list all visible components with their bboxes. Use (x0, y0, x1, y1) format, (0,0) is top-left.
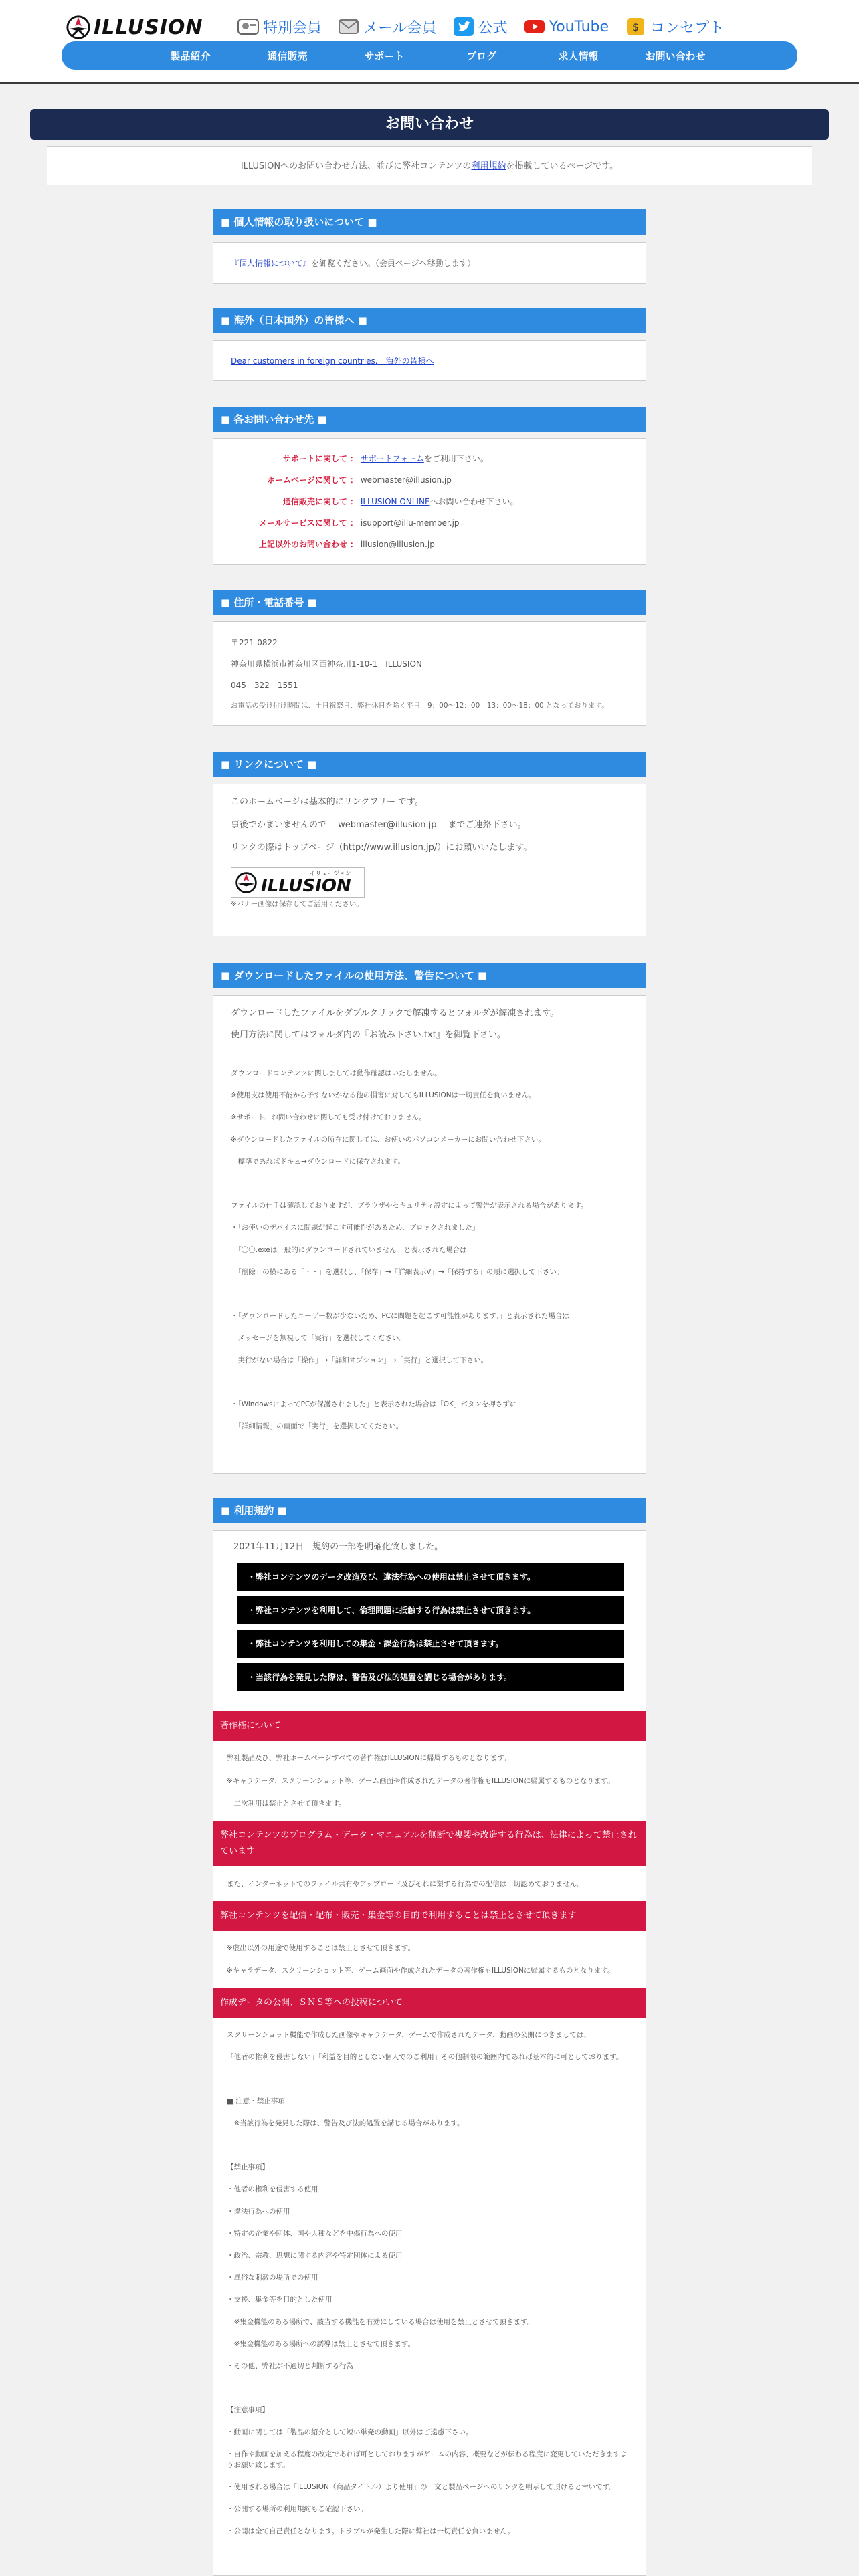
postal-code: 〒221-0822 (231, 638, 278, 647)
text-line: ■ 注意・禁止事項 (227, 2097, 285, 2105)
no-copy-text (227, 1879, 632, 1889)
text-line: ・公開は全て自己責任となります。トラブルが発生した際に弊社は一切責任を負いません。 (227, 2527, 514, 2535)
mail-icon (338, 17, 359, 37)
youtube-link[interactable] (524, 17, 609, 37)
text-line (227, 2140, 632, 2151)
text-line: ※キャラデータ、スクリーンショット等、ゲーム画面や作成されたデータの著作権もILLUSIONに帰属するものとなります。 (227, 1777, 615, 1785)
text-line: ※サポート、お問い合わせに関しても受け付けておりません。 (231, 1113, 426, 1121)
contact-heading: ■ 各お問い合わせ先 ■ (213, 407, 646, 432)
text-line: ※当該行為を発見した際は、警告及び法的処置を講じる場合があります。 (227, 2119, 464, 2127)
special-member-label: 特別会員 (263, 19, 322, 37)
privacy-heading: ■ 個人情報の取り扱いについて ■ (213, 209, 646, 235)
youtube-icon (524, 17, 545, 37)
intro-box (47, 146, 812, 185)
address-heading: ■ 住所・電話番号 ■ (213, 590, 646, 615)
twitter-link[interactable] (453, 17, 508, 37)
terms-date: 2021年11月12日 規約の一部を明確化致しました。 (233, 1542, 444, 1552)
text-line: ・政治、宗教、思想に関する内容や特定団体による使用 (227, 2252, 403, 2260)
text-line: ・他者の権利を侵害する使用 (227, 2185, 318, 2193)
no-copy-heading: 弊社コンテンツのプログラム・データ・マニュアルを無断で複製や改造する行為は、法律によって禁止されています (213, 1821, 646, 1866)
terms-heading: ■ 利用規約 ■ (213, 1498, 646, 1523)
header-links (237, 15, 740, 39)
contact-value: webmaster@illusion.jp (360, 475, 452, 485)
text-line: 【禁止事項】 (227, 2163, 269, 2171)
nav-contact[interactable]: お問い合わせ (645, 49, 706, 62)
nav-products[interactable]: 製品紹介 (170, 49, 211, 62)
text-line: ・「WindowsによってPCが保護されました」と表示された場合は「OK」ボタンを押さずに (231, 1400, 517, 1408)
text-line: ※ダウンロードしたファイルの所在に関しては、お使いのパソコンメーカーにお問い合わせ下さい。 (231, 1136, 545, 1144)
terms-rule: ・弊社コンテンツを利用しての集金・課金行為は禁止させて頂きます。 (235, 1630, 624, 1658)
copyright-text (227, 1753, 632, 1809)
text-line: ※キャラデータ、スクリーンショット等、ゲーム画面や作成されたデータの著作権もILLUSIONに帰属するものとなります。 (227, 1967, 615, 1975)
download-p2: 使用方法に関してはフォルダ内の『お読み下さい.txt』を御覧下さい。 (231, 1030, 506, 1040)
text-line: 「他者の権利を侵害しない」「利益を目的としない個人でのご利用」その他制限の範囲内であれば基本的に可としております。 (227, 2053, 624, 2061)
terms-rule: ・当該行為を発見した際は、警告及び法的処置を講じる場合があります。 (235, 1663, 624, 1691)
contact-row-web (231, 474, 628, 486)
support-form-link[interactable]: サポートフォーム (360, 454, 424, 463)
phone-number: 045－322－1551 (231, 681, 298, 690)
member-card-icon (237, 17, 259, 37)
banner-note: ※バナー画像は保存してご活用ください。 (231, 900, 363, 908)
overseas-heading: ■ 海外（日本国外）の皆様へ ■ (213, 308, 646, 333)
text-line: ・風俗な刺激の場所での使用 (227, 2274, 318, 2282)
download-heading: ■ ダウンロードしたファイルの使用方法、警告について ■ (213, 963, 646, 988)
contact-box (213, 438, 646, 565)
terms-link[interactable]: 利用規約 (471, 161, 506, 171)
text-line: 弊社製品及び、弊社ホームページすべての著作権はILLUSIONに帰属するものとなります。 (227, 1754, 511, 1762)
text-line (231, 1289, 628, 1299)
banner-text: ILLUSION (261, 875, 351, 896)
nav-jobs[interactable]: 求人情報 (558, 49, 599, 62)
download-p1: ダウンロードしたファイルをダブルクリックで解凍するとフォルダが解凍されます。 (231, 1008, 559, 1018)
text-line: ・自作や動画を加える程度の改定であれば可としておりますがゲームの内容、概要などが伝わる程度に変更していただきますようお願い致します。 (227, 2450, 628, 2469)
contact-value: をご利用下さい。 (423, 454, 488, 463)
nav-mail-order[interactable]: 通信販売 (267, 49, 308, 62)
concept-link[interactable] (625, 17, 724, 37)
logo-mark-icon (66, 15, 91, 40)
link-heading: ■ リンクについて ■ (213, 752, 646, 777)
text-line (227, 2074, 632, 2084)
text-line: ・動画に関しては「製品の紹介として短い単発の動画」以外はご遠慮下さい。 (227, 2428, 473, 2436)
contact-row-support (231, 453, 628, 465)
text-line: ・違法行為への使用 (227, 2208, 290, 2216)
text-line: ※集金機能のある場所への誘導は禁止とさせて頂きます。 (227, 2340, 415, 2348)
overseas-box (213, 340, 646, 381)
concept-label: コンセプト (650, 19, 725, 37)
text-line: ・特定の企業や団体、国や人種などを中傷行為への使用 (227, 2230, 403, 2238)
text-line: 標準であればドキュ→ダウンロードに保存されます。 (231, 1158, 405, 1166)
text-line: ・その他、弊社が不適切と判断する行為 (227, 2362, 353, 2370)
site-header (0, 0, 859, 84)
text-line: ファイルの仕手は確認しておりますが、ブラウザやセキュリティ設定によって警告が表示される場合があります。 (231, 1202, 588, 1210)
svg-text:$: $ (632, 21, 640, 33)
street-address: 神奈川県横浜市神奈川区西神奈川1-10-1 ILLUSION (231, 659, 422, 669)
text-line: 二次利用は禁止とさせて頂きます。 (227, 1800, 346, 1808)
link-box (213, 784, 646, 936)
text-line: ・使用される場合は「ILLUSION（商品タイトル）より使用」の一文と製品ページへのリンクを明示して頂けると幸いです。 (227, 2483, 616, 2491)
text-line: ・支援、集金等を目的とした使用 (227, 2296, 332, 2304)
download-box (213, 995, 646, 1474)
text-line: 「〇〇.exeは一般的にダウンロードされていません」と表示された場合は (231, 1246, 467, 1254)
concept-icon (625, 17, 646, 37)
twitter-label: 公式 (478, 19, 508, 37)
text-line: ダウンロードコンテンツに関しましては動作確認はいたしません。 (231, 1069, 442, 1077)
text-line: また、インターネットでのファイル共有やアップロード及びそれに類する行為での配信は一切認めておりません。 (227, 1880, 585, 1888)
logo-mark-icon (234, 871, 258, 895)
terms-rule: ・弊社コンテンツのデータ改造及び、違法行為への使用は禁止させて頂きます。 (235, 1563, 624, 1591)
text-line (231, 1377, 628, 1388)
sns-heading: 作成データの公開、ＳＮＳ等への投稿について (213, 1988, 646, 2018)
text-line: 「詳細情報」の画面で「実行」を選択してください。 (231, 1422, 403, 1430)
nav-support[interactable]: サポート (364, 49, 405, 62)
text-line: ・「ダウンロードしたユーザー数が少ないため、PCに問題を起こす可能性があります。」と表示された場合は (231, 1312, 569, 1320)
text-line: ※集金機能のある場所で、該当する機能を有効にしている場合は使用を禁止とさせて頂きます。 (227, 2318, 535, 2326)
link-contact-text: 事後でかまいませんので webmaster@illusion.jp までご連絡下さい。 (231, 820, 527, 830)
link-free-text: このホームページは基本的にリンクフリー です。 (231, 797, 424, 807)
download-notes (231, 1068, 628, 1432)
text-line: ※虚出以外の用途で使用することは禁止とさせて頂きます。 (227, 1944, 415, 1952)
privacy-box (213, 242, 646, 284)
address-box (213, 621, 646, 726)
copyright-heading: 著作権について (213, 1711, 646, 1741)
contact-label: メールサービスに関して ： (259, 518, 358, 528)
text-line: 「削除」の横にある「・・」を選択し、「保存」→「詳細表示V」→「保持する」の順に選択して下さい。 (231, 1268, 564, 1276)
sns-text (227, 2030, 632, 2537)
twitter-icon (453, 17, 474, 37)
contact-row-shop (231, 496, 628, 508)
site-logo[interactable] (66, 15, 206, 40)
text-line: メッセージを無視して「実行」を選択してください。 (231, 1334, 406, 1342)
illusion-banner[interactable] (231, 867, 365, 898)
contact-value: へお問い合わせ下さい。 (430, 497, 518, 506)
banner-ruby: イリュージョン (309, 870, 351, 877)
contact-row-mail (231, 517, 628, 529)
page-title: お問い合わせ (30, 109, 829, 140)
no-distribution-heading: 弊社コンテンツを配信・配布・販売・集金等の目的で利用することは禁止とさせて頂きます (213, 1901, 646, 1931)
contact-row-other (231, 538, 628, 550)
privacy-text: を御覧ください。（会員ページへ移動します） (310, 259, 476, 268)
intro-text-post: を掲載しているページです。 (506, 161, 619, 171)
contact-label: 上記以外のお問い合わせ ： (258, 540, 358, 549)
text-line (227, 2383, 632, 2393)
overseas-link[interactable]: Dear customers in foreign countries. 海外の皆様へ (231, 356, 434, 366)
text-line: スクリーンショット機能で作成した画像やキャラデータ、ゲームで作成されたデータ、動画の公開につきましては、 (227, 2031, 591, 2039)
terms-box (213, 1530, 646, 2576)
text-line: 実行がない場合は「操作」→「詳細オプション」→「実行」と選択して下さい。 (231, 1356, 488, 1364)
contact-label: サポートに関して ： (282, 454, 358, 463)
link-toppage-text: リンクの際はトップページ（http://www.illusion.jp/）にお願いいたします。 (231, 843, 533, 853)
phone-hours: お電話の受け付け時間は、土日祝祭日、弊社休日を除く平日 9：00～12：00 13：00～18：00 となっております。 (231, 702, 609, 710)
mail-member-label: メール会員 (363, 19, 437, 37)
text-line: ※使用支は使用不能から予すないかなる他の損害に対してもILLUSIONは一切責任を負いません。 (231, 1091, 537, 1099)
nav-blog[interactable]: ブログ (466, 49, 496, 62)
text-line (231, 1178, 628, 1189)
text-line: ・「お使いのデバイスに問題が起こす可能性があるため、ブロックされました」 (231, 1224, 480, 1232)
illusion-online-link[interactable]: ILLUSION ONLINE (360, 497, 430, 506)
main-nav (62, 41, 797, 70)
contact-value: isupport@illu-member.jp (360, 518, 460, 528)
no-distribution-text (227, 1943, 632, 1976)
contact-label: ホームページに関して ： (267, 475, 358, 485)
logo-text: ILLUSION (94, 15, 203, 39)
terms-rule: ・弊社コンテンツを利用して、倫理問題に抵触する行為は禁止させて頂きます。 (235, 1596, 624, 1624)
contact-value: illusion@illusion.jp (360, 540, 435, 549)
privacy-link[interactable]: 『個人情報について』 (231, 259, 311, 268)
contact-label: 通信販売に関して ： (282, 497, 358, 506)
special-member-link[interactable] (237, 17, 322, 37)
intro-text-pre: ILLUSIONへのお問い合わせ方法、並びに弊社コンテンツの (240, 161, 472, 171)
mail-member-link[interactable] (338, 17, 437, 37)
text-line: ・公開する場所の利用規約もご確認下さい。 (227, 2505, 367, 2513)
text-line: 【注意事項】 (227, 2406, 269, 2414)
youtube-label: YouTube (549, 18, 609, 35)
